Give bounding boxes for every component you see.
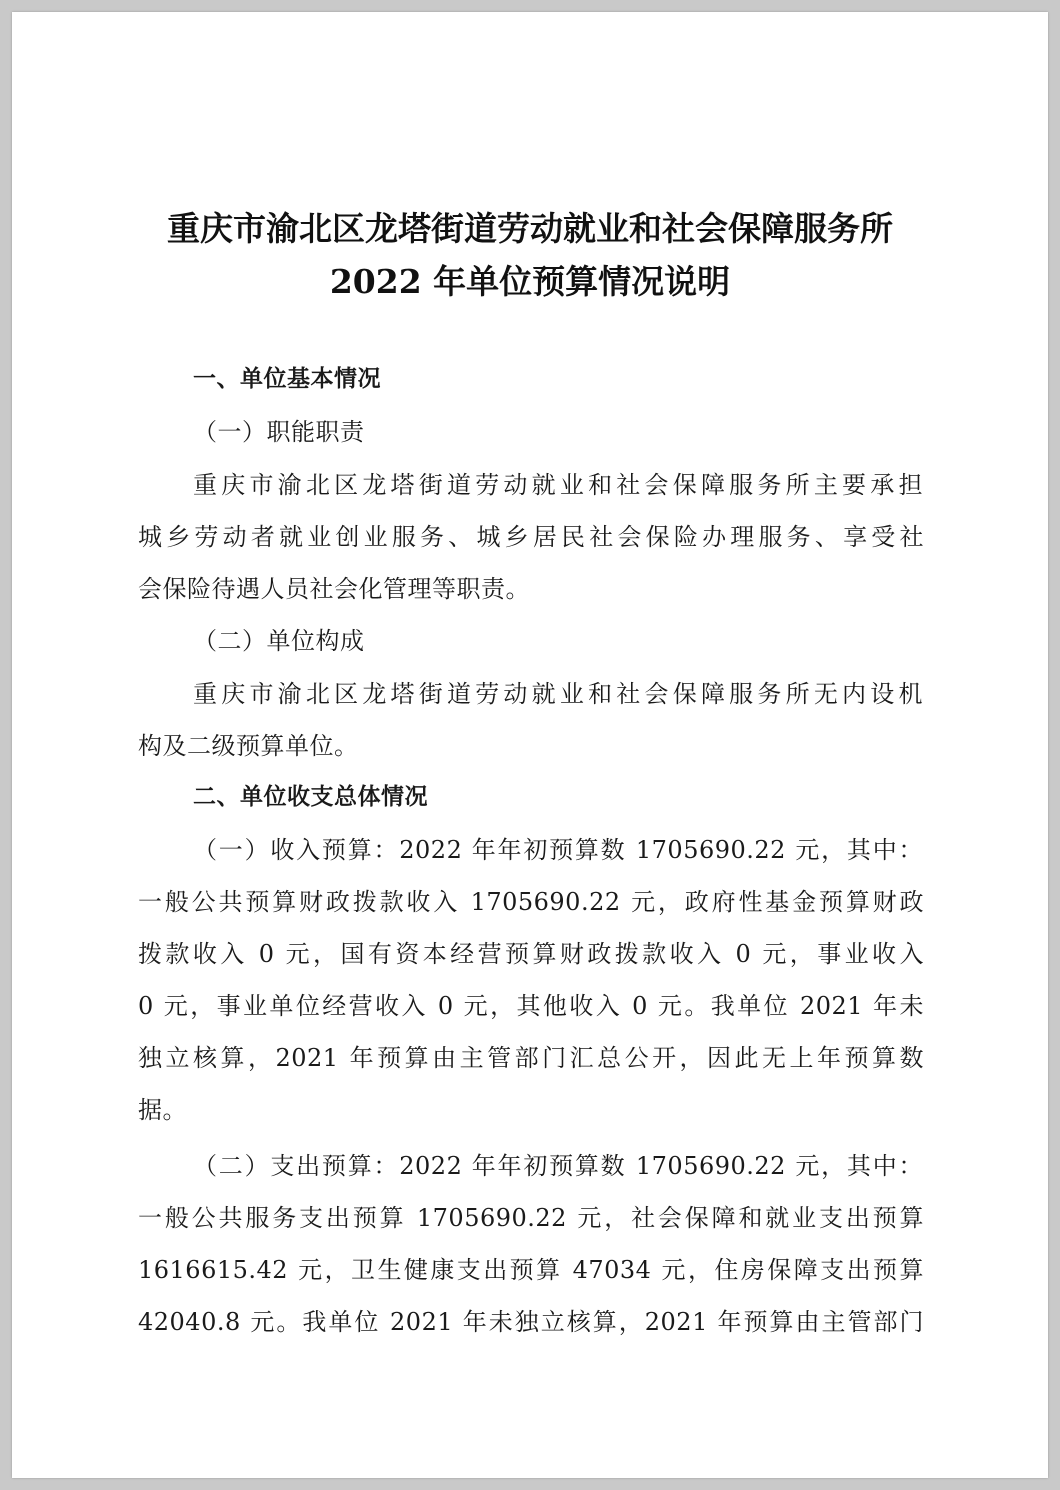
expense-line: （二）支出预算：2022 年年初预算数 1705690.22 元，其中： (193, 1152, 923, 1180)
income-line: 据。 (138, 1096, 187, 1124)
income-line: 0 元，事业单位经营收入 0 元，其他收入 0 元。我单位 2021 年未 (138, 992, 924, 1020)
section2-heading: 二、单位收支总体情况 (193, 784, 428, 810)
expense-line: 42040.8 元。我单位 2021 年未独立核算，2021 年预算由主管部门 (138, 1308, 924, 1336)
paragraph-line: 城乡劳动者就业创业服务、城乡居民社会保险办理服务、享受社 (138, 523, 924, 551)
paragraph-line: 重庆市渝北区龙塔街道劳动就业和社会保障服务所主要承担 (193, 471, 923, 499)
expense-line: 1616615.42 元，卫生健康支出预算 47034 元，住房保障支出预算 (138, 1256, 924, 1284)
expense-line: 一般公共服务支出预算 1705690.22 元，社会保障和就业支出预算 (138, 1204, 924, 1232)
income-line: 独立核算，2021 年预算由主管部门汇总公开，因此无上年预算数 (138, 1044, 924, 1072)
document-title-line1: 重庆市渝北区龙塔街道劳动就业和社会保障服务所 (167, 209, 893, 248)
section1-heading: 一、单位基本情况 (193, 366, 381, 392)
paragraph-line: 构及二级预算单位。 (138, 732, 359, 760)
paragraph-line: 重庆市渝北区龙塔街道劳动就业和社会保障服务所无内设机 (193, 680, 923, 708)
income-line: （一）收入预算：2022 年年初预算数 1705690.22 元，其中： (193, 836, 923, 864)
document-page (12, 12, 1048, 1478)
income-line: 拨款收入 0 元，国有资本经营预算财政拨款收入 0 元，事业收入 (138, 940, 924, 968)
sub1-heading: （一）职能职责 (193, 418, 365, 446)
document-title-line2: 2022 年单位预算情况说明 (329, 262, 731, 301)
income-line: 一般公共预算财政拨款收入 1705690.22 元，政府性基金预算财政 (138, 888, 924, 916)
sub2-heading: （二）单位构成 (193, 627, 365, 655)
paragraph-line: 会保险待遇人员社会化管理等职责。 (138, 575, 530, 603)
